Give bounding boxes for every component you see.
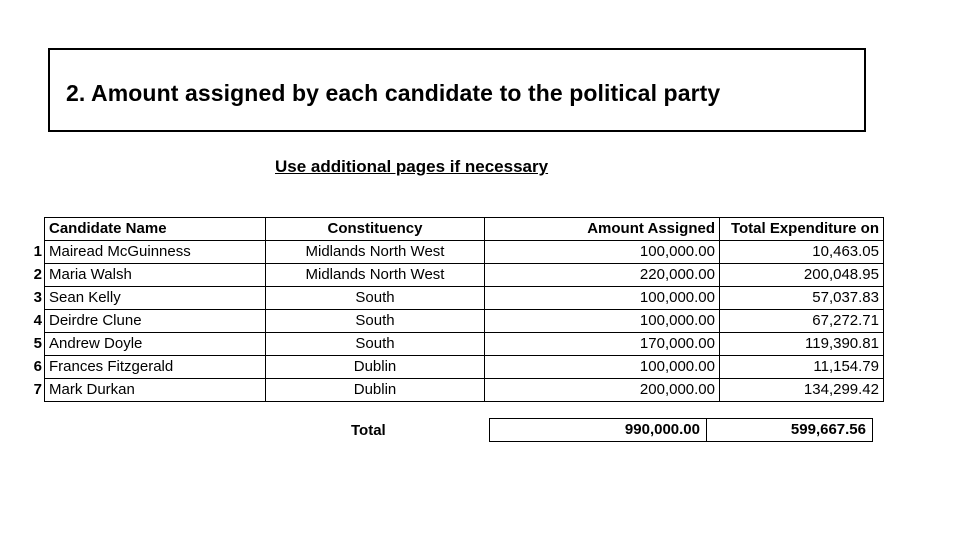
header-constituency: Constituency <box>266 218 485 241</box>
amount-assigned: 100,000.00 <box>485 241 720 264</box>
table-row <box>28 287 884 310</box>
header-amount-assigned: Amount Assigned <box>485 218 720 241</box>
amount-assigned: 100,000.00 <box>485 356 720 379</box>
candidate-table <box>28 217 884 402</box>
amount-assigned: 170,000.00 <box>485 333 720 356</box>
amount-assigned: 100,000.00 <box>485 310 720 333</box>
total-expenditure: 67,272.71 <box>720 310 884 333</box>
row-number: 7 <box>33 381 42 398</box>
amount-assigned: 100,000.00 <box>485 287 720 310</box>
total-expenditure: 599,667.56 <box>707 418 873 442</box>
constituency: South <box>266 310 485 333</box>
header-candidate-name: Candidate Name <box>45 218 266 241</box>
candidate-name: Mairead McGuinness <box>45 241 266 264</box>
total-expenditure: 119,390.81 <box>720 333 884 356</box>
table-row <box>28 379 884 402</box>
row-number: 2 <box>33 266 42 283</box>
candidate-name: Deirdre Clune <box>45 310 266 333</box>
row-number: 5 <box>33 335 42 352</box>
row-number: 4 <box>33 312 42 329</box>
header-total-expenditure: Total Expenditure on <box>720 218 884 241</box>
table-header-row <box>28 218 884 241</box>
section-title-box <box>48 48 866 132</box>
candidate-name: Sean Kelly <box>45 287 266 310</box>
candidate-name: Frances Fitzgerald <box>45 356 266 379</box>
constituency: South <box>266 333 485 356</box>
constituency: South <box>266 287 485 310</box>
candidate-name: Andrew Doyle <box>45 333 266 356</box>
header-num-spacer <box>28 218 45 241</box>
total-expenditure: 11,154.79 <box>720 356 884 379</box>
constituency: Dublin <box>266 356 485 379</box>
row-number: 3 <box>33 289 42 306</box>
row-number: 1 <box>33 243 42 260</box>
total-expenditure: 200,048.95 <box>720 264 884 287</box>
constituency: Dublin <box>266 379 485 402</box>
table-row <box>28 333 884 356</box>
amount-assigned: 200,000.00 <box>485 379 720 402</box>
total-expenditure: 134,299.42 <box>720 379 884 402</box>
table-row <box>28 264 884 287</box>
additional-pages-note: Use additional pages if necessary <box>275 157 549 176</box>
table-row <box>28 356 884 379</box>
total-label: Total <box>351 422 386 439</box>
constituency: Midlands North West <box>266 241 485 264</box>
total-expenditure: 57,037.83 <box>720 287 884 310</box>
amount-assigned: 220,000.00 <box>485 264 720 287</box>
candidate-name: Mark Durkan <box>45 379 266 402</box>
candidate-name: Maria Walsh <box>45 264 266 287</box>
table-row <box>28 310 884 333</box>
section-title: 2. Amount assigned by each candidate to the political party <box>66 80 721 106</box>
table-row <box>28 241 884 264</box>
total-expenditure: 10,463.05 <box>720 241 884 264</box>
constituency: Midlands North West <box>266 264 485 287</box>
total-amount-assigned: 990,000.00 <box>489 418 707 442</box>
row-number: 6 <box>33 358 42 375</box>
